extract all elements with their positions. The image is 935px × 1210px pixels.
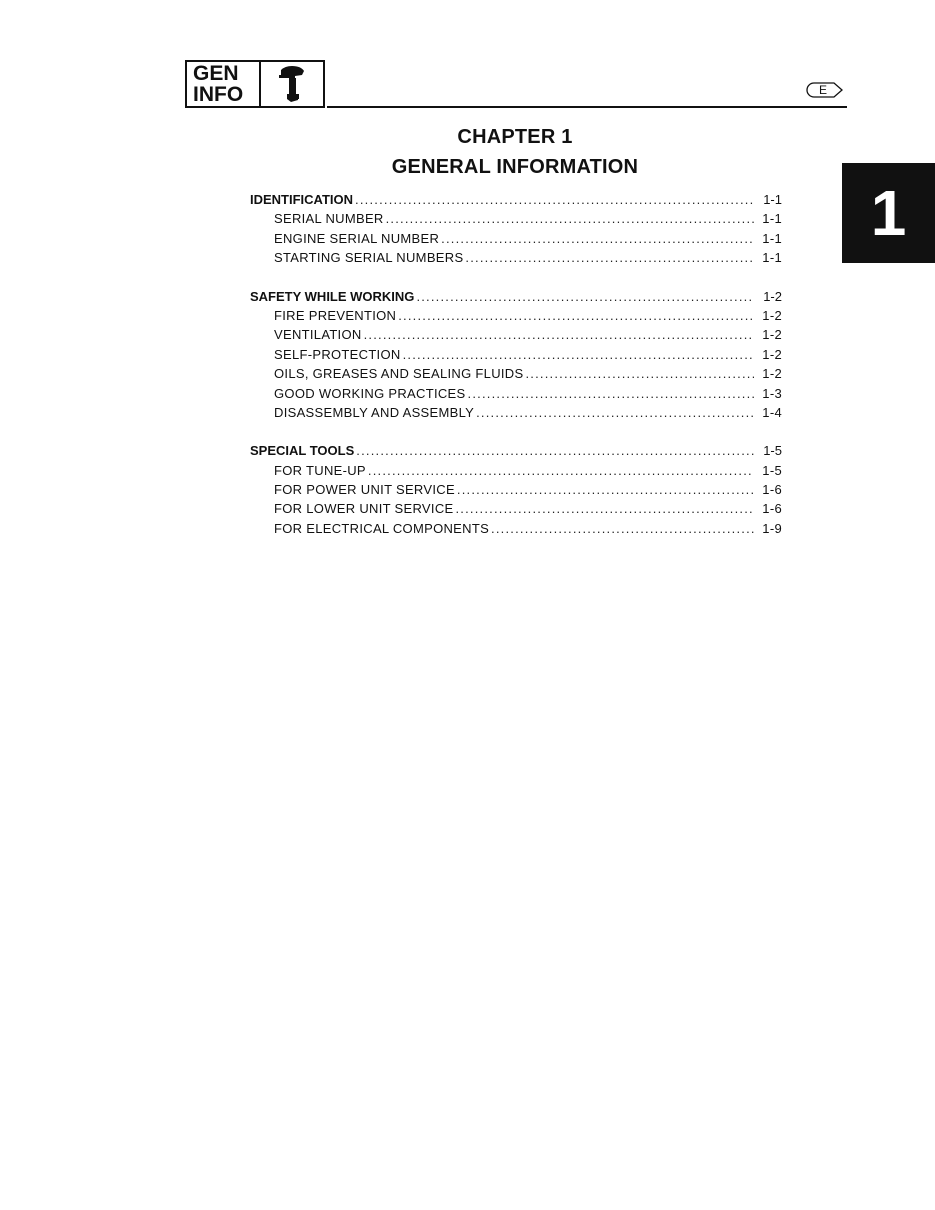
- toc-heading-label: SAFETY WHILE WORKING: [250, 288, 415, 304]
- toc-page-number: 1-1: [762, 250, 782, 266]
- toc-leader: [468, 386, 754, 401]
- toc-item-label: FOR ELECTRICAL COMPONENTS: [274, 520, 490, 536]
- toc-leader: [355, 192, 754, 207]
- toc-page-number: 1-9: [762, 520, 782, 536]
- toc-leader: [465, 250, 754, 265]
- toc-leader: [491, 521, 754, 536]
- toc-item[interactable]: [250, 521, 782, 540]
- toc-page-number: 1-2: [762, 366, 782, 382]
- toc-page-number: 1-6: [762, 501, 782, 517]
- toc-heading-label: SPECIAL TOOLS: [250, 443, 355, 459]
- toc-leader: [398, 308, 754, 323]
- toc-item[interactable]: [250, 482, 782, 501]
- toc-leader: [368, 463, 754, 478]
- toc-item-label: FIRE PREVENTION: [274, 307, 397, 323]
- toc-leader: [364, 327, 754, 342]
- toc-section-safety: [250, 289, 782, 425]
- toc-item-label: GOOD WORKING PRACTICES: [274, 385, 466, 401]
- section-label-line1: GEN: [193, 62, 239, 85]
- chapter-tab: [842, 163, 935, 263]
- toc-item-label: FOR LOWER UNIT SERVICE: [274, 501, 454, 517]
- toc-heading-label: IDENTIFICATION: [250, 192, 354, 207]
- toc-leader: [386, 211, 754, 226]
- chapter-tab-label: 1: [870, 177, 907, 249]
- toc-item[interactable]: [250, 250, 782, 269]
- toc-page-number: 1-2: [762, 307, 782, 323]
- toc-item[interactable]: [250, 501, 782, 520]
- toc-item-label: FOR TUNE-UP: [274, 462, 366, 478]
- toc-item[interactable]: [250, 386, 782, 405]
- header-rule: [327, 106, 847, 108]
- toc-item-label: SELF-PROTECTION: [274, 346, 401, 362]
- chapter-title: GENERAL INFORMATION: [391, 156, 639, 178]
- section-badge: [185, 60, 325, 108]
- toc-leader: [525, 366, 754, 381]
- toc-leader: [441, 231, 754, 246]
- toc-item[interactable]: [250, 347, 782, 366]
- toc-item-label: FOR POWER UNIT SERVICE: [274, 482, 455, 498]
- toc-item-label: ENGINE SERIAL NUMBER: [274, 230, 440, 246]
- table-of-contents: [250, 192, 782, 559]
- toc-leader: [455, 501, 754, 516]
- toc-heading[interactable]: [250, 192, 782, 211]
- toc-page-number: 1-2: [763, 288, 782, 304]
- toc-leader: [356, 443, 754, 458]
- toc-item-label: SERIAL NUMBER: [274, 211, 384, 227]
- toc-item[interactable]: [250, 327, 782, 346]
- toc-page-number: 1-1: [762, 211, 782, 227]
- toc-item[interactable]: [250, 211, 782, 230]
- toc-item[interactable]: [250, 463, 782, 482]
- toc-page-number: 1-1: [763, 192, 782, 207]
- toc-page-number: 1-6: [762, 482, 782, 498]
- section-label: [187, 62, 261, 106]
- toc-item-label: OILS, GREASES AND SEALING FLUIDS: [274, 366, 524, 382]
- toc-page-number: 1-2: [762, 327, 782, 343]
- toc-item[interactable]: [250, 366, 782, 385]
- toc-item[interactable]: [250, 405, 782, 424]
- toc-page-number: 1-2: [762, 346, 782, 362]
- toc-leader: [457, 482, 754, 497]
- toc-item-label: STARTING SERIAL NUMBERS: [274, 250, 464, 266]
- language-badge-label: E: [818, 83, 827, 97]
- toc-leader: [476, 405, 754, 420]
- toc-section-special-tools: [250, 443, 782, 540]
- toc-page-number: 1-5: [762, 462, 782, 478]
- toc-page-number: 1-5: [763, 443, 782, 459]
- language-badge: [806, 82, 844, 98]
- outboard-motor-icon: [261, 62, 323, 106]
- toc-item[interactable]: [250, 308, 782, 327]
- chapter-number: CHAPTER 1: [457, 126, 573, 148]
- section-label-line2: INFO: [193, 83, 244, 106]
- toc-item[interactable]: [250, 231, 782, 250]
- toc-page-number: 1-3: [762, 385, 782, 401]
- toc-heading[interactable]: [250, 289, 782, 308]
- toc-item-label: DISASSEMBLY AND ASSEMBLY: [274, 404, 475, 420]
- toc-item-label: VENTILATION: [274, 327, 362, 343]
- toc-leader: [416, 289, 754, 304]
- toc-page-number: 1-4: [762, 404, 782, 420]
- toc-section-identification: [250, 192, 782, 270]
- toc-heading[interactable]: [250, 443, 782, 462]
- toc-page-number: 1-1: [762, 230, 782, 246]
- toc-leader: [403, 347, 754, 362]
